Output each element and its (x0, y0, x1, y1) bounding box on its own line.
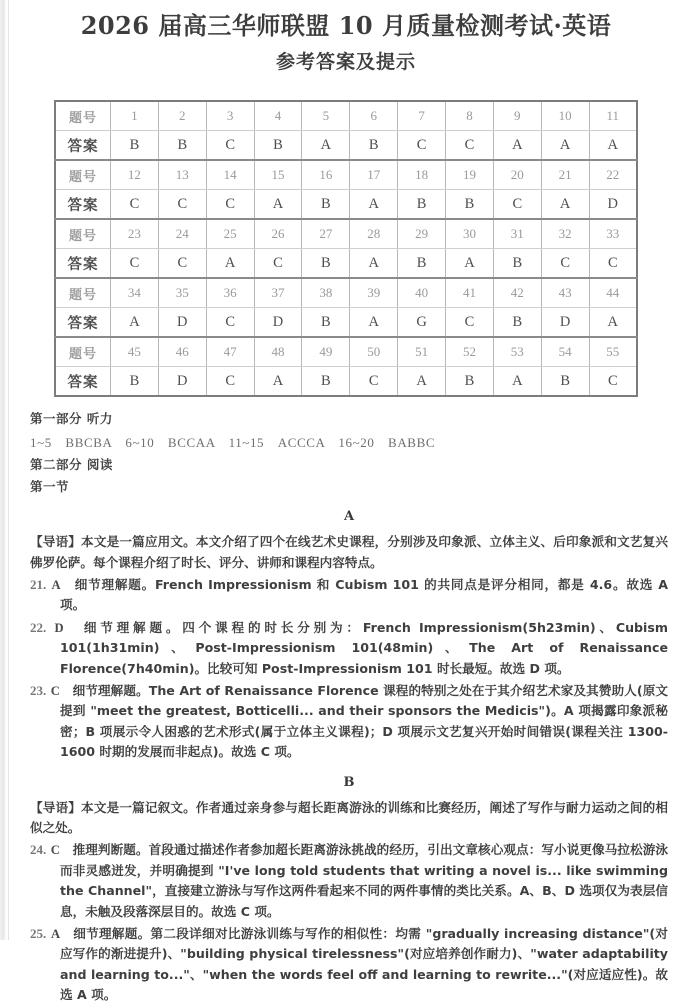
answer-cell: A (398, 367, 446, 397)
question-number-cell: 3 (206, 101, 254, 131)
explanation-text: 细节理解题。The Art of Renaissance Florence 课程的特别之处在于其介绍艺术家及其赞助人(原文提到 "meet the greatest, Botticelli... and their sponsors the Medicis")。A 项揭露印象派秘密；B 项展示令人困惑的艺术形式(属于立体主义课程)；D 项展示文艺复兴开始时间错误(课程关注 1300-1600 时期的发展而非起点)。故选 C 项。 (60, 682, 668, 760)
answer-cell: A (350, 308, 398, 338)
question-number-cell: 15 (254, 160, 302, 190)
explanation-question-number: 24. (30, 842, 47, 858)
answer-cell: A (350, 190, 398, 220)
answer-cell: D (158, 308, 206, 338)
question-number-cell: 22 (589, 160, 637, 190)
explanation-item (30, 923, 668, 1005)
answer-cell: C (206, 308, 254, 338)
question-number-cell: 17 (350, 160, 398, 190)
answer-cell: B (158, 131, 206, 161)
question-number-cell: 30 (446, 219, 494, 249)
answer-cell: C (206, 131, 254, 161)
question-number-cell: 1 (111, 101, 159, 131)
answer-cell: B (302, 308, 350, 338)
document-header (0, 0, 692, 74)
question-number-cell: 9 (493, 101, 541, 131)
explanation-question-number: 23. (30, 682, 47, 698)
question-number-cell: 32 (541, 219, 589, 249)
question-number-cell: 18 (398, 160, 446, 190)
question-number-cell: 35 (158, 278, 206, 308)
part-one-label: 第一部分 听力 (30, 411, 113, 427)
question-number-cell: 14 (206, 160, 254, 190)
question-number-cell: 45 (111, 337, 159, 367)
answer-cell: A (493, 367, 541, 397)
answer-cell: B (446, 190, 494, 220)
question-number-cell: 4 (254, 101, 302, 131)
answer-cell: A (111, 308, 159, 338)
answer-cell: B (493, 308, 541, 338)
answer-cell: D (254, 308, 302, 338)
answer-cell: B (254, 131, 302, 161)
answer-cell: C (446, 308, 494, 338)
row-header-answer: 答案 (55, 308, 111, 338)
explanation-text: 细节理解题。第二段详细对比游泳训练与写作的相似性：均需 "gradually increasing distance"(对应写作的渐进提升)、"building physical tirelessness"(对应培养创作耐力)、"water adaptability and learning to..."、"when the words feel off and learning to rewrite..."(对应适应性)。故选 A 项。 (60, 925, 669, 1003)
answer-cell: G (398, 308, 446, 338)
answer-key-table (54, 100, 638, 397)
answer-cell: C (254, 249, 302, 279)
answer-cell: B (493, 249, 541, 279)
question-number-cell: 5 (302, 101, 350, 131)
row-header-question: 题号 (55, 278, 111, 308)
passage-letter-heading: A (343, 509, 355, 525)
answer-cell: B (350, 131, 398, 161)
answer-cell: B (541, 367, 589, 397)
table-row-answers (55, 308, 637, 338)
passage-letter-heading: B (343, 774, 355, 790)
question-number-cell: 20 (493, 160, 541, 190)
part-two-label: 第二部分 阅读 (30, 456, 113, 472)
question-number-cell: 51 (398, 337, 446, 367)
question-number-cell: 23 (111, 219, 159, 249)
table-row-answers (55, 367, 637, 397)
question-number-cell: 37 (254, 278, 302, 308)
answer-cell: B (111, 367, 159, 397)
passage-guide-text: 【导语】本文是一篇记叙文。作者通过亲身参与超长距离游泳的训练和比赛经历，阐述了写作与耐力运动之间的相似之处。 (30, 799, 668, 835)
question-number-cell: 29 (398, 219, 446, 249)
answer-cell: D (589, 190, 637, 220)
answer-cell: D (158, 367, 206, 397)
table-row-question-numbers (55, 160, 637, 190)
answer-cell: C (158, 249, 206, 279)
question-number-cell: 19 (446, 160, 494, 190)
explanation-answer-letter: C (50, 683, 60, 698)
question-number-cell: 24 (158, 219, 206, 249)
question-number-cell: 49 (302, 337, 350, 367)
answer-cell: C (111, 190, 159, 220)
question-number-cell: 55 (589, 337, 637, 367)
question-number-cell: 52 (446, 337, 494, 367)
explanation-question-number: 25. (30, 925, 47, 941)
explanation-text: 细节理解题。French Impressionism 和 Cubism 101 的共同点是评分相同，都是 4.6。故选 A 项。 (60, 577, 669, 613)
answer-table-container (54, 100, 638, 397)
row-header-answer: 答案 (55, 367, 111, 397)
explanation-answer-letter: A (50, 926, 61, 941)
explanation-answer-letter: C (50, 843, 60, 858)
answer-cell: A (302, 131, 350, 161)
explanation-item (30, 839, 668, 922)
question-number-cell: 53 (493, 337, 541, 367)
explanation-item (30, 574, 668, 616)
answer-cell: B (302, 367, 350, 397)
table-row-question-numbers (55, 337, 637, 367)
question-number-cell: 31 (493, 219, 541, 249)
question-number-cell: 39 (350, 278, 398, 308)
explanation-question-number: 22. (30, 619, 47, 635)
question-number-cell: 6 (350, 101, 398, 131)
passages-container (30, 506, 668, 1005)
row-header-answer: 答案 (55, 190, 111, 220)
page-subtitle: 参考答案及提示 (275, 51, 416, 74)
question-number-cell: 12 (111, 160, 159, 190)
answer-cell: C (111, 249, 159, 279)
explanation-answer-letter: A (51, 578, 61, 593)
table-row-answers (55, 249, 637, 279)
answer-cell: A (206, 249, 254, 279)
answer-cell: C (206, 367, 254, 397)
answer-cell: C (350, 367, 398, 397)
answer-cell: B (398, 190, 446, 220)
answer-cell: C (446, 131, 494, 161)
row-header-answer: 答案 (55, 249, 111, 279)
question-number-cell: 43 (541, 278, 589, 308)
answer-cell: C (589, 249, 637, 279)
answer-cell: A (254, 190, 302, 220)
answer-cell: A (589, 308, 637, 338)
question-number-cell: 27 (302, 219, 350, 249)
section-one-label: 第一节 (30, 478, 70, 494)
row-header-answer: 答案 (55, 131, 111, 161)
answer-cell: A (350, 249, 398, 279)
answer-cell: A (589, 131, 637, 161)
answer-cell: C (158, 190, 206, 220)
question-number-cell: 38 (302, 278, 350, 308)
question-number-cell: 41 (446, 278, 494, 308)
table-row-question-numbers (55, 278, 637, 308)
answer-cell: A (254, 367, 302, 397)
explanation-text: 推理判断题。首段通过描述作者参加超长距离游泳挑战的经历，引出文章核心观点：写小说更像马拉松游泳而非灵感迸发，并明确提到 "I've long told students that writing a novel is... like swimming the Channel"，直接建立游泳与写作这两件看起来不同的两件事情的类比关系。A、B、D 选项仅为表层信息，未触及段落深层目的。故选 C 项。 (60, 842, 669, 919)
answer-cell: A (446, 249, 494, 279)
question-number-cell: 34 (111, 278, 159, 308)
question-number-cell: 42 (493, 278, 541, 308)
question-number-cell: 40 (398, 278, 446, 308)
question-number-cell: 48 (254, 337, 302, 367)
answer-cell: A (541, 190, 589, 220)
question-number-cell: 26 (254, 219, 302, 249)
explanation-answer-letter: D (54, 620, 64, 635)
answer-cell: A (493, 131, 541, 161)
question-number-cell: 46 (158, 337, 206, 367)
answer-cell: B (398, 249, 446, 279)
answer-cell: C (398, 131, 446, 161)
question-number-cell: 25 (206, 219, 254, 249)
question-number-cell: 50 (350, 337, 398, 367)
question-number-cell: 44 (589, 278, 637, 308)
answer-table-body (55, 101, 637, 396)
table-row-question-numbers (55, 219, 637, 249)
explanation-text: 细节理解题。四个课程的时长分别为：French Impressionism(5h23min)、Cubism 101(1h31min)、Post-Impressionism 101(48min)、The Art of Renaissance Florence(7h40min)。比较可知 Post-Impressionism 101 时长最短。故选 D 项。 (60, 619, 668, 676)
question-number-cell: 36 (206, 278, 254, 308)
table-row-answers (55, 131, 637, 161)
table-row-answers (55, 190, 637, 220)
row-header-question: 题号 (55, 101, 111, 131)
question-number-cell: 21 (541, 160, 589, 190)
answer-cell: C (541, 249, 589, 279)
answer-cell: B (302, 249, 350, 279)
answer-cell: C (206, 190, 254, 220)
question-number-cell: 13 (158, 160, 206, 190)
answer-cell: A (541, 131, 589, 161)
explanation-item (30, 680, 668, 763)
row-header-question: 题号 (55, 219, 111, 249)
explanation-item (30, 617, 668, 679)
question-number-cell: 47 (206, 337, 254, 367)
table-row-question-numbers (55, 101, 637, 131)
listening-answers-line: 1~5 BBCBA 6~10 BCCAA 11~15 ACCCA 16~20 BABBC (30, 434, 436, 450)
answer-cell: C (589, 367, 637, 397)
answer-cell: B (446, 367, 494, 397)
explanation-question-number: 21. (30, 577, 47, 593)
question-number-cell: 2 (158, 101, 206, 131)
question-number-cell: 54 (541, 337, 589, 367)
question-number-cell: 33 (589, 219, 637, 249)
question-number-cell: 8 (446, 101, 494, 131)
passage-guide-text: 【导语】本文是一篇应用文。本文介绍了四个在线艺术史课程，分别涉及印象派、立体主义、后印象派和文艺复兴佛罗伦萨。每个课程介绍了时长、评分、讲师和课程内容特点。 (30, 534, 668, 570)
explanations-body (0, 409, 692, 1005)
answer-cell: B (111, 131, 159, 161)
question-number-cell: 10 (541, 101, 589, 131)
answer-cell: C (493, 190, 541, 220)
answer-cell: D (541, 308, 589, 338)
question-number-cell: 28 (350, 219, 398, 249)
row-header-question: 题号 (55, 337, 111, 367)
answer-cell: B (302, 190, 350, 220)
row-header-question: 题号 (55, 160, 111, 190)
question-number-cell: 11 (589, 101, 637, 131)
page-title: 2026 届高三华师联盟 10 月质量检测考试·英语 (80, 11, 612, 40)
question-number-cell: 16 (302, 160, 350, 190)
question-number-cell: 7 (398, 101, 446, 131)
